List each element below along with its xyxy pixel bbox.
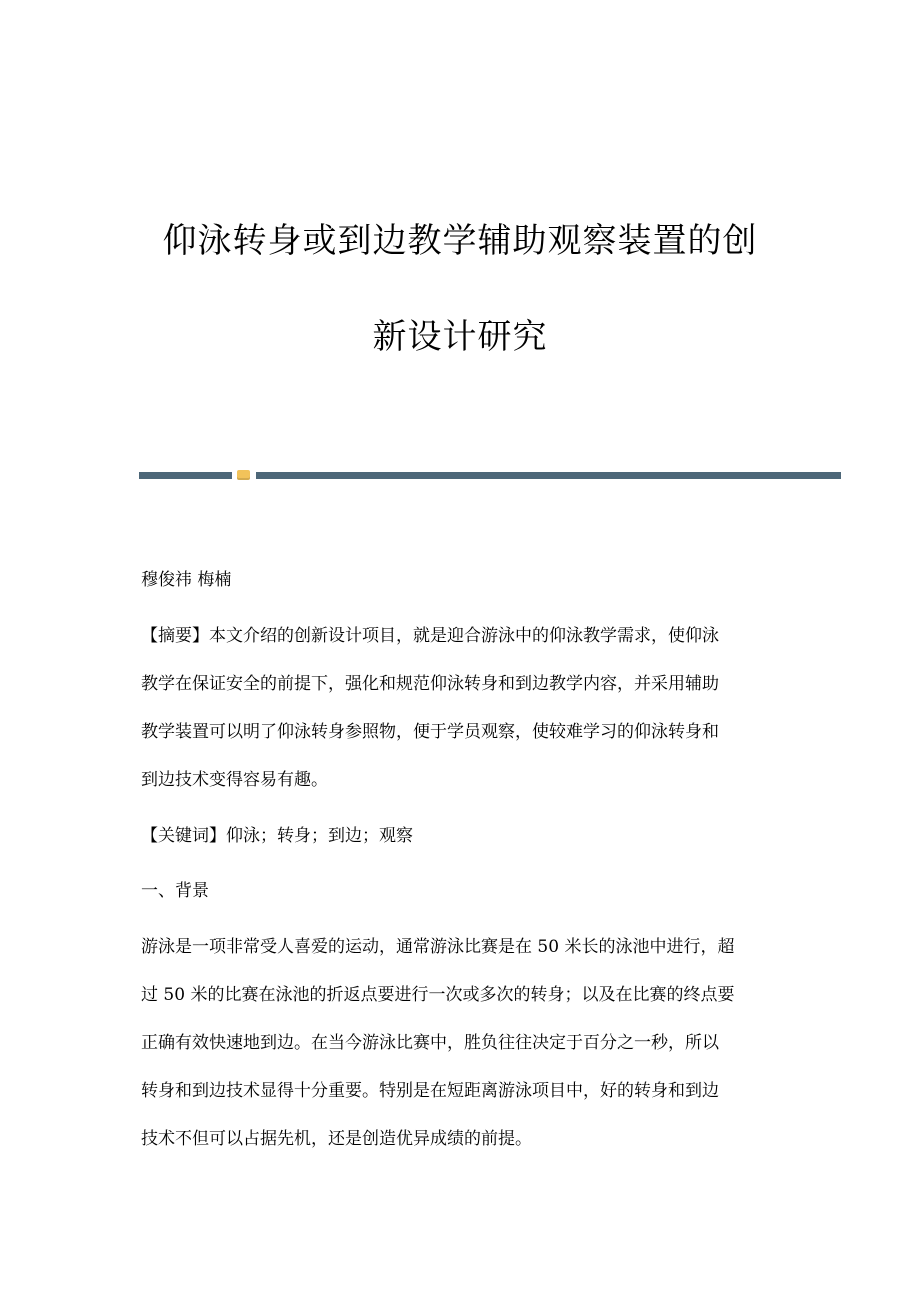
document-title-line-1: 仰泳转身或到边教学辅助观察装置的创 [162, 221, 758, 261]
abstract-line: 教学装置可以明了仰泳转身参照物，便于学员观察，使较难学习的仰泳转身和 [141, 722, 719, 742]
body-line: 技术不但可以占据先机，还是创造优异成绩的前提。 [141, 1129, 532, 1149]
document-title-line-2: 新设计研究 [372, 317, 548, 357]
section-heading: 一、背景 [141, 881, 209, 901]
divider-bar-left [139, 472, 232, 479]
body-line: 转身和到边技术显得十分重要。特别是在短距离游泳项目中，好的转身和到边 [141, 1081, 719, 1101]
abstract-line: 教学在保证安全的前提下，强化和规范仰泳转身和到边教学内容，并采用辅助 [141, 674, 719, 694]
title-divider [139, 470, 841, 480]
authors: 穆俊祎 梅楠 [141, 570, 232, 590]
divider-ornament-icon [237, 470, 250, 480]
body-line: 游泳是一项非常受人喜爱的运动，通常游泳比赛是在 50 米长的泳池中进行，超 [141, 937, 735, 957]
keywords: 【关键词】仰泳；转身；到边；观察 [141, 826, 413, 846]
body-line: 正确有效快速地到边。在当今游泳比赛中，胜负往往决定于百分之一秒，所以 [141, 1033, 719, 1053]
abstract-line: 【摘要】本文介绍的创新设计项目，就是迎合游泳中的仰泳教学需求，使仰泳 [141, 626, 719, 646]
body-line: 过 50 米的比赛在泳池的折返点要进行一次或多次的转身；以及在比赛的终点要 [141, 985, 735, 1005]
divider-bar-right [256, 472, 841, 479]
abstract-line: 到边技术变得容易有趣。 [141, 770, 328, 790]
